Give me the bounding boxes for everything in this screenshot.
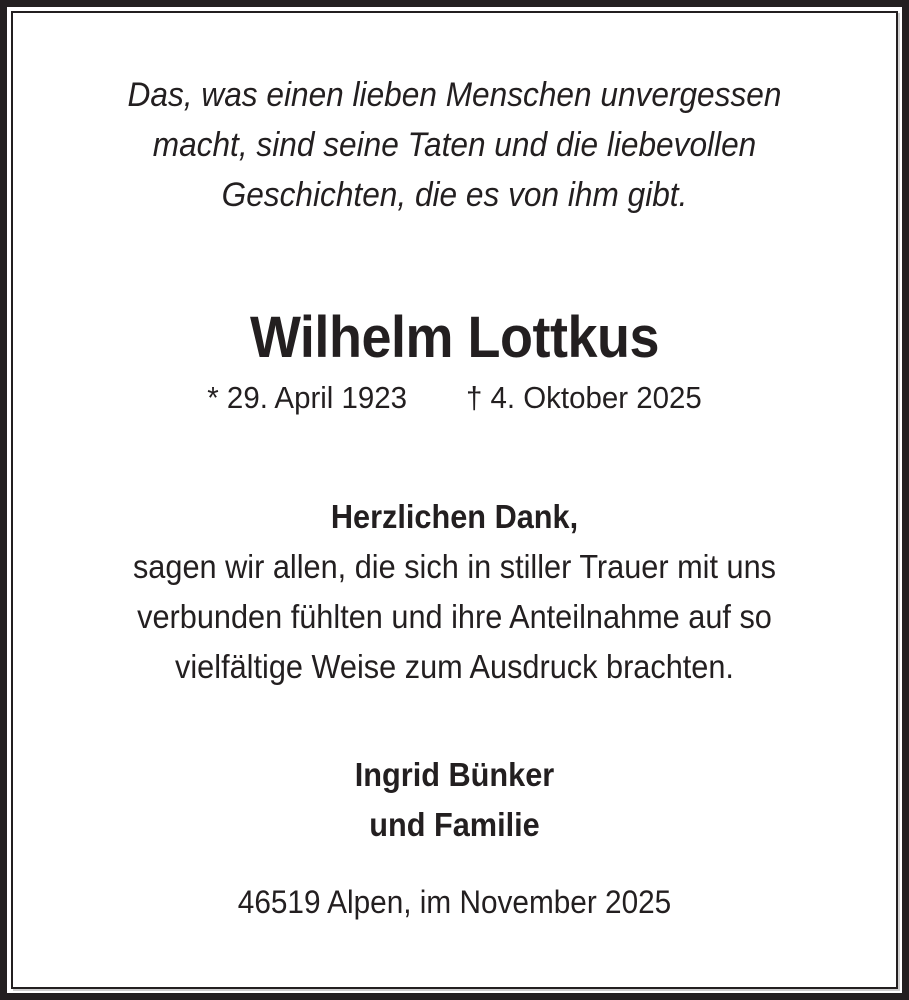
deceased-name-text: Wilhelm Lottkus — [249, 305, 660, 370]
birth-date: * 29. April 1923 — [207, 380, 408, 415]
mourners — [13, 750, 896, 850]
deceased-name — [13, 305, 896, 370]
thanks-line: sagen wir allen, die sich in stiller Trauer mit uns — [132, 548, 777, 585]
epigraph-line: macht, sind seine Taten und die liebevollen — [152, 126, 757, 164]
thanks-section — [13, 492, 896, 692]
mourner-line: Ingrid Bünker — [354, 756, 555, 793]
death-date: † 4. Oktober 2025 — [465, 380, 702, 415]
thanks-line: vielfältige Weise zum Ausdruck brachten. — [175, 648, 734, 685]
thanks-heading: Herzlichen Dank, — [330, 498, 579, 535]
notice-content — [13, 13, 896, 987]
epigraph — [13, 70, 896, 220]
inner-frame-border — [11, 11, 898, 989]
epigraph-line: Das, was einen lieben Menschen unvergessen — [127, 76, 782, 114]
place-date-text: 46519 Alpen, im November 2025 — [237, 884, 672, 920]
place-date-line — [13, 877, 896, 927]
life-dates — [35, 378, 874, 418]
thanks-line: verbunden fühlten und ihre Anteilnahme auf so — [137, 598, 772, 635]
mourner-line: und Familie — [369, 806, 540, 843]
epigraph-line: Geschichten, die es von ihm gibt. — [221, 176, 688, 214]
